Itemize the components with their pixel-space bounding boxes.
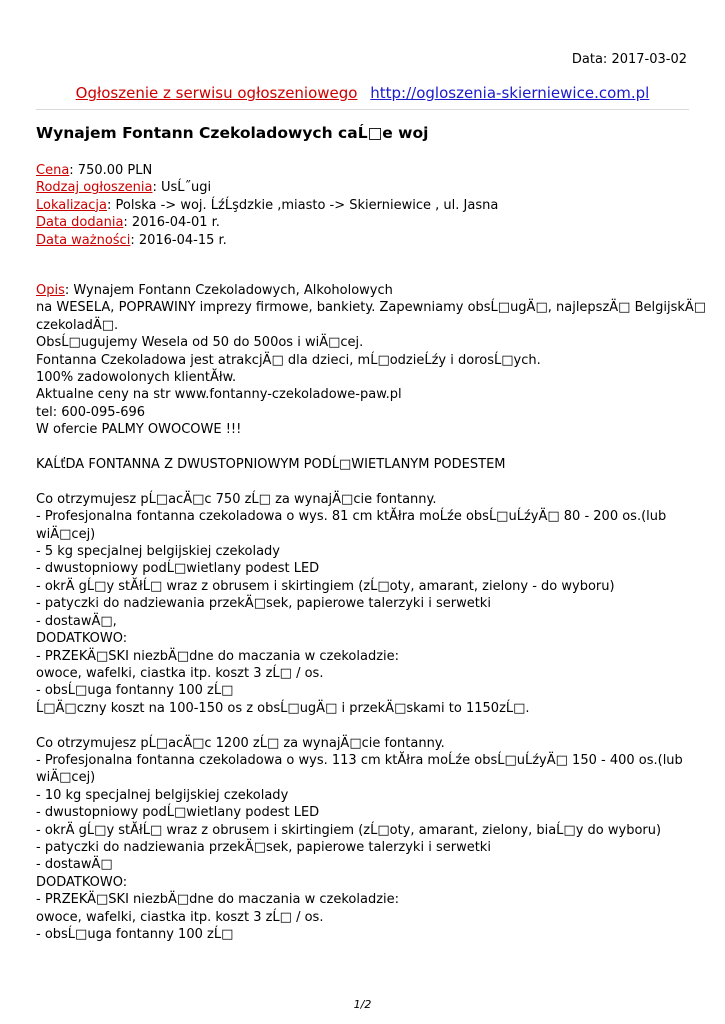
detail-value: : Polska -> woj. ĹźĹşdzkie ,miasto -> Skierniewice , ul. Jasna <box>106 197 499 213</box>
description-line: owoce, wafelki, ciastka itp. koszt 3 zĹ□ / os. <box>36 909 324 925</box>
detail-value: : 2016-04-01 r. <box>123 215 220 231</box>
page-number: 1/2 <box>353 998 372 1011</box>
description-line: - dwustopniowy podĹ□wietlany podest LED <box>36 805 320 821</box>
detail-expiry <box>36 232 498 249</box>
description-line: W ofercie PALMY OWOCOWE !!! <box>36 422 242 438</box>
description-line: - 10 kg specjalnej belgijskiej czekolady <box>36 787 289 803</box>
description <box>36 282 707 943</box>
detail-value: : 750.00 PLN <box>69 163 153 178</box>
description-line: - PRZEKÄ□SKI niezbÄ□dne do maczania w czekoladzie: <box>36 648 400 664</box>
description-line: Co otrzymujesz pĹ□acÄ□c 1200 zĹ□ za wynajÄ□cie fontanny. <box>36 735 445 751</box>
description-line: - patyczki do nadziewania przekÄ□sek, papierowe talerzyki i serwetki <box>36 839 491 855</box>
description-line: 100% zadowolonych klientĂłw. <box>36 370 237 386</box>
source-label-link[interactable]: Ogłoszenie z serwisu ogłoszeniowego <box>75 84 358 102</box>
description-label: Opis <box>36 283 65 298</box>
description-line: - obsĹ□uga fontanny 100 zĹ□ <box>36 683 234 699</box>
detail-label: Lokalizacja <box>36 197 107 213</box>
blank-line <box>36 473 696 490</box>
source-line <box>36 84 689 102</box>
description-line: Co otrzymujesz pĹ□acÄ□c 750 zĹ□ za wynajÄ□cie fontanny. <box>36 491 437 507</box>
description-line: czekoladÄ□. <box>36 317 119 333</box>
detail-label: Cena <box>36 163 70 178</box>
page-title: Wynajem Fontann Czekoladowych caĹ□e woj <box>36 124 429 142</box>
detail-label: Data dodania <box>36 215 124 231</box>
description-line: - dostawÄ□, <box>36 613 117 629</box>
description-line: - patyczki do nadziewania przekÄ□sek, papierowe talerzyki i serwetki <box>36 596 491 612</box>
description-line: KAĹťDA FONTANNA Z DWUSTOPNIOWYM PODĹ□WIETLANYM PODESTEM <box>36 457 506 473</box>
description-line: Aktualne ceny na str www.fontanny-czekoladowe-paw.pl <box>36 387 402 403</box>
description-line: - okrÄ gĹ□y stĂłĹ□ wraz z obrusem i skirtingiem (zĹ□oty, amarant, zielony - do wyboru) <box>36 578 615 594</box>
detail-location <box>36 197 498 214</box>
description-line: - Profesjonalna fontanna czekoladowa o wys. 113 cm ktĂłra moĹźe obsĹ□uĹźyÄ□ 150 - 400 os.(lub <box>36 752 683 768</box>
description-line: tel: 600-095-696 <box>36 404 146 420</box>
detail-label: Data ważności <box>36 232 131 248</box>
description-line: - PRZEKÄ□SKI niezbÄ□dne do maczania w czekoladzie: <box>36 892 400 908</box>
description-line: DODATKOWO: <box>36 631 128 647</box>
description-line: - dwustopniowy podĹ□wietlany podest LED <box>36 561 320 577</box>
description-line: - dostawÄ□ <box>36 857 113 873</box>
blank-line <box>36 717 696 734</box>
description-line: - Profesjonalna fontanna czekoladowa o wys. 81 cm ktĂłra moĹźe obsĹ□uĹźyÄ□ 80 - 200 os.(lub <box>36 509 667 525</box>
description-line: owoce, wafelki, ciastka itp. koszt 3 zĹ□ / os. <box>36 665 324 681</box>
detail-value: : 2016-04-15 r. <box>130 232 227 248</box>
description-line: - okrÄ gĹ□y stĂłĹ□ wraz z obrusem i skirtingiem (zĹ□oty, amarant, zielony, biaĹ□y do wyboru) <box>36 822 662 838</box>
blank-line <box>36 439 696 456</box>
description-line: - 5 kg specjalnej belgijskiej czekolady <box>36 544 280 560</box>
detail-price <box>36 162 498 179</box>
description-line: Fontanna Czekoladowa jest atrakcjÄ□ dla dzieci, mĹ□odzieĹźy i dorosĹ□ych. <box>36 352 541 368</box>
detail-label: Rodzaj ogłoszenia <box>36 180 153 196</box>
description-line: ObsĹ□ugujemy Wesela od 50 do 500os i wiÄ□cej. <box>36 335 364 351</box>
source-url-link[interactable]: http://ogloszenia-skierniewice.com.pl <box>370 84 650 102</box>
description-line: na WESELA, POPRAWINY imprezy firmowe, bankiety. Zapewniamy obsĹ□ugÄ□, najlepszÄ□ BelgijskÄ□ <box>36 300 707 316</box>
header-divider <box>36 109 689 110</box>
description-line: DODATKOWO: <box>36 874 128 890</box>
description-line: Ĺ□Ä□czny koszt na 100-150 os z obsĹ□ugÄ□ i przekÄ□skami to 1150zĹ□. <box>36 700 530 716</box>
listing-details <box>36 162 498 249</box>
description-line: wiÄ□cej) <box>36 770 96 786</box>
description-line: wiÄ□cej) <box>36 526 96 542</box>
description-line: - obsĹ□uga fontanny 100 zĹ□ <box>36 926 234 942</box>
detail-date-added <box>36 214 498 231</box>
detail-value: : UsĹ˝ugi <box>152 180 212 196</box>
print-date: Data: 2017-03-02 <box>571 52 687 67</box>
detail-type <box>36 179 498 196</box>
description-first-line <box>36 282 696 299</box>
description-intro: : Wynajem Fontann Czekoladowych, Alkoholowych <box>64 283 393 298</box>
